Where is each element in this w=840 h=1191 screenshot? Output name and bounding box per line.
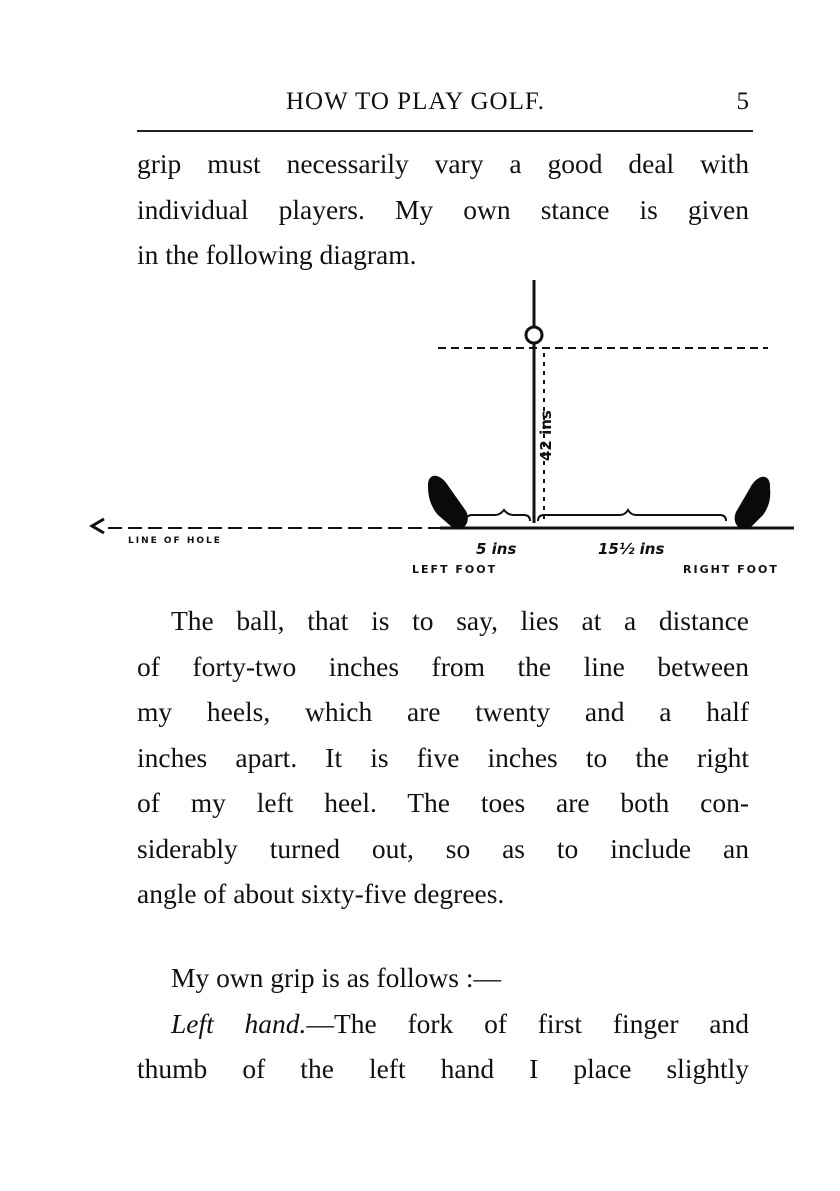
right-distance-label: 15½ ins <box>598 540 665 558</box>
left-foot-icon <box>428 476 468 530</box>
line-of-hole-label: LINE OF HOLE <box>128 536 222 546</box>
intro-line: individual players. My own stance is given <box>137 193 749 225</box>
running-title: HOW TO PLAY GOLF. <box>286 88 546 115</box>
page-header <box>137 88 753 120</box>
vertical-distance-label: 42 ins <box>537 410 555 461</box>
ball-line-text: The ball, that is to say, lies at a distance <box>171 605 749 636</box>
page-number: 5 <box>736 88 749 115</box>
ball-line-text: my heels, which are twenty and a half <box>137 696 749 727</box>
header-rule <box>137 130 753 132</box>
right-foot-label: RIGHT FOOT <box>683 563 779 576</box>
left-hand-line-2: thumb of the left hand I place slightly <box>137 1053 749 1084</box>
ball-line-text: of my left heel. The toes are both con- <box>137 787 749 818</box>
intro-line: grip must necessarily vary a good deal with <box>137 148 749 179</box>
grip-paragraph <box>137 955 749 1092</box>
grip-intro: My own grip is as follows :— <box>171 962 501 993</box>
arrow-left-icon <box>92 519 104 533</box>
left-foot-label: LEFT FOOT <box>412 563 498 576</box>
right-foot-icon <box>735 477 771 530</box>
left-distance-brace <box>466 510 530 521</box>
left-hand-line <box>137 1001 749 1047</box>
stance-diagram <box>0 275 840 585</box>
intro-paragraph <box>137 141 749 278</box>
left-hand-heading: Left hand. <box>171 1007 307 1039</box>
ball-line-text: angle of about sixty-five degrees. <box>137 878 505 909</box>
right-distance-brace <box>538 510 726 521</box>
left-hand-text: —The fork of first finger and <box>306 1007 749 1039</box>
left-distance-label: 5 ins <box>476 540 517 558</box>
ball-line-text: inches apart. It is five inches to the right <box>137 741 749 773</box>
ball-line-text: of forty-two inches from the line between <box>137 650 749 682</box>
intro-line: in the following diagram. <box>137 239 417 270</box>
ball-marker-icon <box>526 327 542 343</box>
ball-line-text: siderably turned out, so as to include an <box>137 832 749 864</box>
ball-paragraph <box>137 598 749 917</box>
